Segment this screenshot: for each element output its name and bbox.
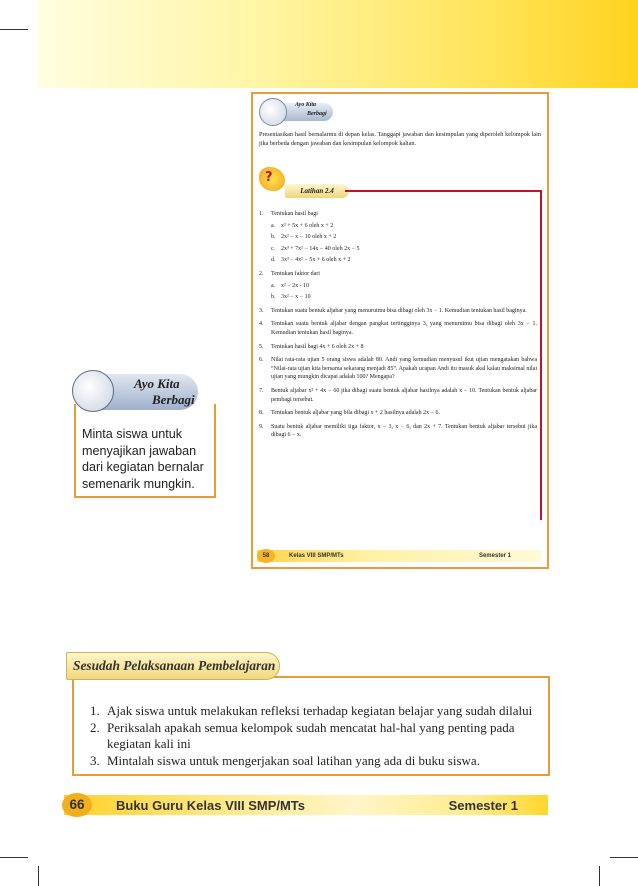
exercise-title: Latihan 2.4 (285, 184, 349, 198)
exercise-subitem (271, 222, 537, 231)
exercise-number: 2. (259, 270, 264, 277)
exercise-number: 1. (259, 211, 264, 217)
exercise-text: Tentukan hasil bagi 4x + 6 oleh 2x + 8 (271, 343, 364, 350)
subitem-letter: d. (271, 257, 276, 264)
sesudah-item (90, 703, 540, 720)
exercise-number: 5. (259, 343, 264, 350)
sesudah-item-number: 1. (90, 703, 100, 718)
subitem-letter: b. (271, 234, 276, 241)
exercise-border (540, 190, 542, 520)
sesudah-item (90, 720, 540, 753)
exercise-text: Tentukan hasil bagi (271, 211, 318, 217)
exercise-item (259, 210, 537, 265)
subitem-text: x² − 2x - 10 (281, 282, 310, 289)
sesudah-title: Sesudah Pelaksanaan Pembelajaran (66, 652, 280, 680)
sesudah-item (90, 753, 540, 770)
exercise-list (259, 210, 537, 445)
exercise-subitem (271, 256, 537, 265)
subitem-letter: a. (271, 282, 276, 289)
exercise-number: 9. (259, 423, 264, 430)
exercise-divider (345, 190, 541, 192)
exercise-number: 3. (259, 307, 264, 314)
crop-mark (0, 857, 28, 858)
sesudah-item-text: Mintalah siswa untuk mengerjakan soal latihan yang ada di buku siswa. (107, 752, 480, 768)
exercise-item (259, 409, 537, 418)
page-number: 66 (62, 793, 92, 817)
ayo-box-text: Minta siswa untuk menyajikan jawaban dari kegiatan bernalar semenarik mungkin. (82, 427, 204, 491)
subitem-text: 2x³ + 7x² − 14x − 40 oleh 2x − 5 (281, 245, 360, 252)
page-footer (64, 795, 548, 815)
subitem-letter: c. (271, 245, 276, 252)
subitem-letter: b. (271, 294, 276, 301)
sesudah-item-number: 2. (90, 719, 100, 735)
crop-mark (38, 866, 39, 886)
exercise-number: 4. (259, 321, 264, 328)
exercise-text: Suatu bentuk aljabar memiliki tiga faktor, x − 3, x − 6, dan 2x + 7. Tentukan bentuk aljabar tersebut jika dibagi 6 − x. (271, 423, 537, 439)
crop-mark (610, 857, 638, 858)
exercise-subitem (271, 282, 537, 291)
presentation-instruction: Presentasikan hasil bernalarmu di depan kelas. Tanggapi jawaban dan kesimpulan yang diperoleh kelompok lain jika berbeda dengan jawaban dan kesimpulan kelompok kalian. (259, 131, 541, 147)
sesudah-frame-top (272, 676, 548, 678)
sesudah-item-text: Periksalah apakah semua kelompok sudah mencatat hal-hal yang penting pada kegiatan kali ini (107, 719, 515, 751)
exercise-subitem (271, 245, 537, 254)
subitem-text: 2x² − x − 10 oleh x + 2 (281, 234, 337, 241)
badge-title-2: Berbagi (152, 392, 195, 407)
semester-label: Semester 1 (478, 553, 511, 559)
exercise-number: 6. (259, 357, 264, 364)
book-title: Buku Guru Kelas VIII SMP/MTs (116, 798, 306, 813)
exercise-item (259, 320, 537, 337)
sesudah-item-text: Ajak siswa untuk melakukan refleksi terhadap kegiatan belajar yang sudah dilalui (107, 703, 533, 718)
student-book-page (251, 92, 549, 569)
page-number: 58 (257, 549, 275, 563)
sesudah-list (90, 703, 540, 769)
subitem-text: 3x² − x − 10 (281, 294, 311, 301)
exercise-text: Tentukan suatu bentuk aljabar dengan pangkat tertingginya 3, yang menurutmu bisa dibagi oleh 3x − 1. Kemudian tentukan hasil baginya. (271, 321, 537, 336)
crop-mark (0, 29, 28, 30)
subitem-text: x² + 5x + 6 oleh x + 2 (281, 222, 334, 229)
exercise-number: 7. (259, 387, 264, 394)
exercise-subitem (271, 233, 537, 242)
header-band (38, 0, 638, 88)
ayo-kita-berbagi-badge-small (259, 98, 331, 122)
badge-title-1: Ayo Kita (134, 376, 180, 391)
book-title: Kelas VIII SMP/MTs (289, 553, 344, 559)
exercise-subitem (271, 293, 537, 302)
exercise-text: Tentukan bentuk aljabar yang bila dibagi x + 2 hasilnya adalah 2x − 6. (271, 410, 440, 417)
exercise-item (259, 343, 537, 352)
exercise-text: Tentukan suatu bentuk aljabar yang menurutmu bisa dibagi oleh 3x − 1. Kemudian tentukan hasil baginya. (271, 307, 527, 314)
exercise-item (259, 270, 537, 302)
subitem-text: 3x³ − 4x² − 5x + 6 oleh x + 2 (281, 257, 351, 264)
exercise-text: Tentukan faktor dari (271, 270, 320, 277)
exercise-icon: ? (259, 167, 285, 191)
exercise-item (259, 387, 537, 404)
badge-title-2: Berbagi (307, 111, 327, 117)
exercise-item (259, 423, 537, 440)
student-book-footer (257, 550, 541, 562)
semester-label: Semester 1 (448, 798, 518, 813)
exercise-item (259, 356, 537, 382)
subitem-letter: a. (271, 222, 276, 229)
sesudah-item-number: 3. (90, 752, 100, 768)
exercise-item (259, 307, 537, 316)
exercise-text: Nilai rata-rata ujian 5 orang siswa adalah 80. Andi yang kemudian menyusul ikut ujian mengatakan bahwa “Nilai-rata ujian kita bersama sekarang menjadi 85”. Apakah ucapan Andi itu masuk akal kalau maksimal nilai ujian yang mungkin dicapai adalah 100? Mengapa? (271, 357, 537, 381)
exercise-text: Bentuk aljabar x² + 4x − 60 jika dibagi suatu bentuk aljabar hasilnya adalah x − 10. Tentukan bentuk aljabar pembagi tersebut. (271, 387, 537, 403)
crop-mark (599, 866, 600, 886)
badge-title-1: Ayo Kita (295, 102, 317, 108)
hand-pointing-icon (259, 98, 287, 126)
exercise-number: 8. (259, 410, 264, 417)
